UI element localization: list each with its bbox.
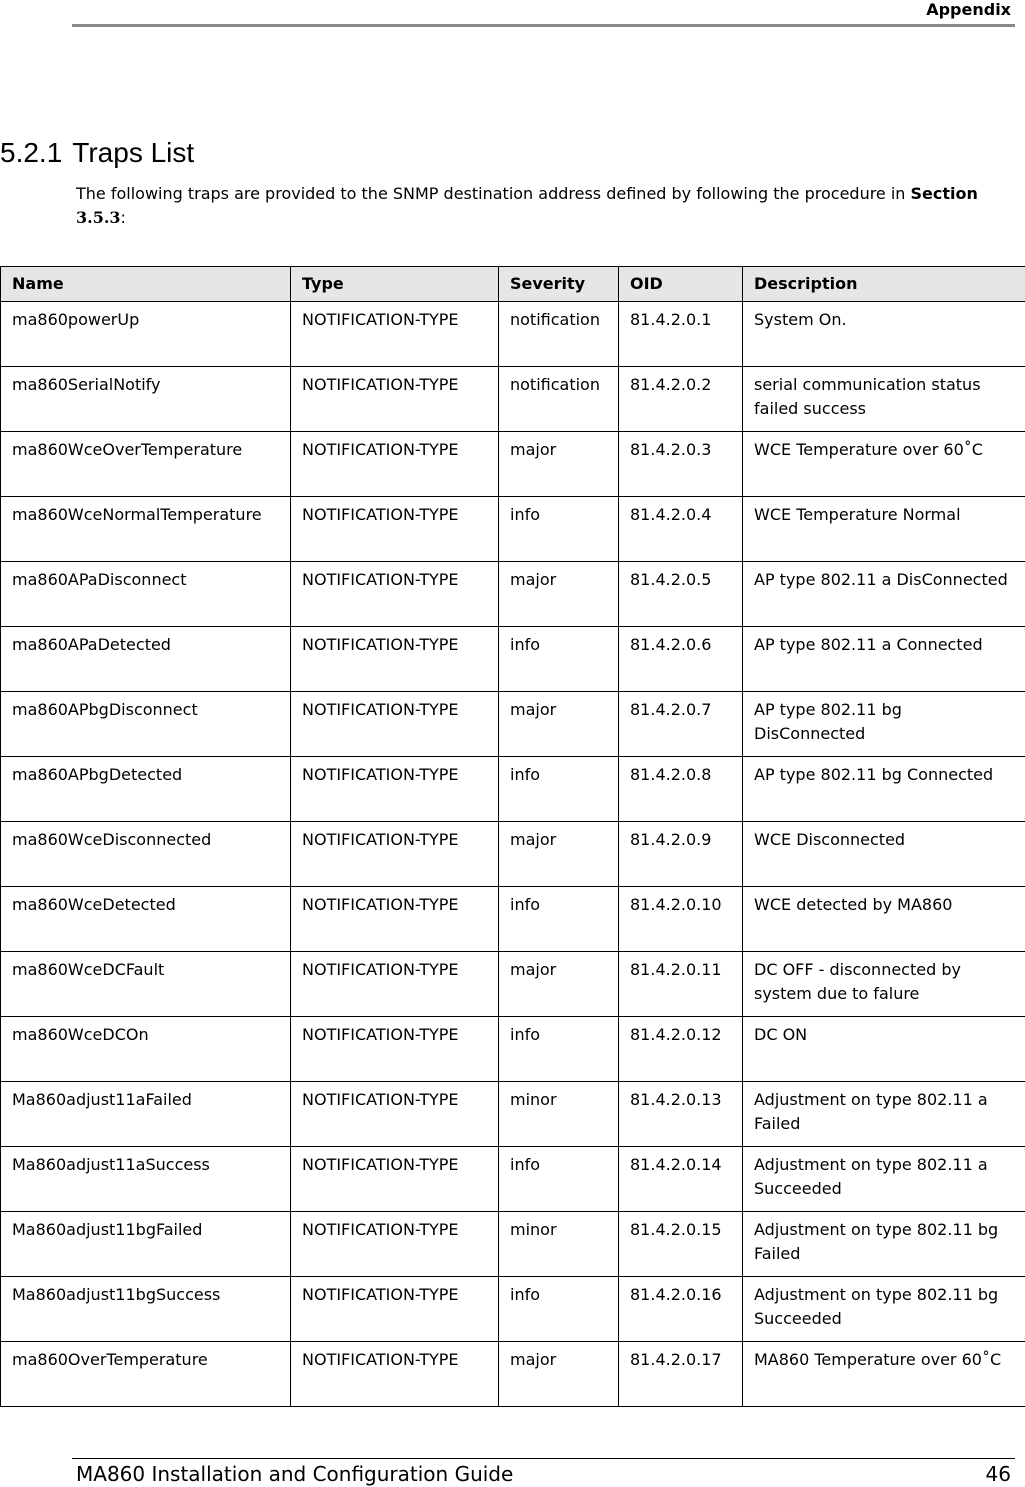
trap-oid-cell: 81.4.2.0.10 [619,887,743,952]
trap-name-cell: Ma860adjust11aFailed [1,1082,291,1147]
trap-severity-cell: info [499,757,619,822]
table-row [1,822,1025,887]
trap-severity-cell: info [499,1277,619,1342]
trap-severity-cell: major [499,562,619,627]
trap-severity-cell: major [499,822,619,887]
trap-name-cell: ma860WceNormalTemperature [1,497,291,562]
footer-guide-title: MA860 Installation and Configuration Guide [76,1462,514,1486]
trap-description-cell: System On. [743,302,1025,367]
trap-name-cell: Ma860adjust11bgSuccess [1,1277,291,1342]
table-row [1,367,1025,432]
running-header: Appendix [926,0,1011,19]
table-row [1,497,1025,562]
trap-name-cell: ma860WceDCOn [1,1017,291,1082]
trap-name-cell: ma860APbgDetected [1,757,291,822]
table-row [1,432,1025,497]
trap-oid-cell: 81.4.2.0.6 [619,627,743,692]
header-rule [72,24,1015,27]
trap-description-cell: serial communication status failed success [743,367,1025,432]
trap-description-cell: AP type 802.11 bg Connected [743,757,1025,822]
trap-description-cell: Adjustment on type 802.11 a Succeeded [743,1147,1025,1212]
trap-name-cell: ma860WceDCFault [1,952,291,1017]
trap-type-cell: NOTIFICATION-TYPE [291,1147,499,1212]
trap-type-cell: NOTIFICATION-TYPE [291,497,499,562]
trap-severity-cell: major [499,432,619,497]
trap-oid-cell: 81.4.2.0.7 [619,692,743,757]
trap-description-cell: Adjustment on type 802.11 a Failed [743,1082,1025,1147]
traps-table [0,266,1025,1407]
table-row [1,1212,1025,1277]
trap-type-cell: NOTIFICATION-TYPE [291,822,499,887]
trap-type-cell: NOTIFICATION-TYPE [291,1212,499,1277]
trap-type-cell: NOTIFICATION-TYPE [291,1342,499,1407]
trap-name-cell: ma860APaDisconnect [1,562,291,627]
section-title: Traps List [72,137,195,168]
trap-name-cell: ma860OverTemperature [1,1342,291,1407]
trap-severity-cell: major [499,952,619,1017]
trap-oid-cell: 81.4.2.0.2 [619,367,743,432]
trap-type-cell: NOTIFICATION-TYPE [291,952,499,1017]
trap-name-cell: Ma860adjust11aSuccess [1,1147,291,1212]
trap-oid-cell: 81.4.2.0.9 [619,822,743,887]
trap-name-cell: ma860SerialNotify [1,367,291,432]
table-row [1,692,1025,757]
trap-oid-cell: 81.4.2.0.15 [619,1212,743,1277]
trap-type-cell: NOTIFICATION-TYPE [291,1017,499,1082]
table-header-row [1,267,1025,302]
trap-severity-cell: info [499,497,619,562]
table-row [1,887,1025,952]
column-header-description: Description [743,267,1025,302]
table-row [1,1342,1025,1407]
trap-name-cell: ma860WceDisconnected [1,822,291,887]
trap-type-cell: NOTIFICATION-TYPE [291,562,499,627]
trap-description-cell: WCE Temperature over 60˚C [743,432,1025,497]
trap-severity-cell: minor [499,1082,619,1147]
trap-type-cell: NOTIFICATION-TYPE [291,627,499,692]
column-header-severity: Severity [499,267,619,302]
footer-rule [72,1458,1015,1459]
table-row [1,302,1025,367]
trap-description-cell: MA860 Temperature over 60˚C [743,1342,1025,1407]
trap-severity-cell: notification [499,302,619,367]
table-row [1,757,1025,822]
column-header-type: Type [291,267,499,302]
trap-name-cell: Ma860adjust11bgFailed [1,1212,291,1277]
page-number: 46 [985,1462,1011,1486]
trap-oid-cell: 81.4.2.0.12 [619,1017,743,1082]
trap-name-cell: ma860powerUp [1,302,291,367]
table-row [1,1147,1025,1212]
trap-severity-cell: info [499,887,619,952]
trap-type-cell: NOTIFICATION-TYPE [291,302,499,367]
intro-text: The following traps are provided to the SNMP destination address defined by following the procedure in [76,184,911,203]
section-number: 5.2.1 [0,137,63,168]
table-row [1,952,1025,1017]
trap-severity-cell: notification [499,367,619,432]
trap-description-cell: WCE Disconnected [743,822,1025,887]
trap-description-cell: WCE Temperature Normal [743,497,1025,562]
trap-type-cell: NOTIFICATION-TYPE [291,1277,499,1342]
trap-name-cell: ma860WceOverTemperature [1,432,291,497]
column-header-name: Name [1,267,291,302]
trap-oid-cell: 81.4.2.0.13 [619,1082,743,1147]
section-ref-number: 3.5.3 [76,208,121,227]
trap-severity-cell: info [499,1017,619,1082]
table-row [1,562,1025,627]
section-heading [0,137,194,169]
intro-end: : [120,208,126,227]
trap-oid-cell: 81.4.2.0.3 [619,432,743,497]
trap-severity-cell: info [499,1147,619,1212]
trap-type-cell: NOTIFICATION-TYPE [291,757,499,822]
trap-oid-cell: 81.4.2.0.17 [619,1342,743,1407]
trap-oid-cell: 81.4.2.0.14 [619,1147,743,1212]
trap-description-cell: Adjustment on type 802.11 bg Failed [743,1212,1025,1277]
trap-name-cell: ma860WceDetected [1,887,291,952]
trap-oid-cell: 81.4.2.0.4 [619,497,743,562]
trap-severity-cell: minor [499,1212,619,1277]
trap-type-cell: NOTIFICATION-TYPE [291,432,499,497]
trap-description-cell: WCE detected by MA860 [743,887,1025,952]
trap-severity-cell: major [499,1342,619,1407]
trap-description-cell: AP type 802.11 a Connected [743,627,1025,692]
trap-name-cell: ma860APaDetected [1,627,291,692]
trap-severity-cell: major [499,692,619,757]
table-row [1,1017,1025,1082]
trap-description-cell: AP type 802.11 a DisConnected [743,562,1025,627]
trap-oid-cell: 81.4.2.0.5 [619,562,743,627]
table-row [1,1277,1025,1342]
trap-description-cell: AP type 802.11 bg DisConnected [743,692,1025,757]
trap-oid-cell: 81.4.2.0.8 [619,757,743,822]
trap-oid-cell: 81.4.2.0.1 [619,302,743,367]
trap-oid-cell: 81.4.2.0.16 [619,1277,743,1342]
table-row [1,627,1025,692]
trap-type-cell: NOTIFICATION-TYPE [291,692,499,757]
trap-description-cell: DC OFF - disconnected by system due to falure [743,952,1025,1017]
intro-paragraph [76,182,1016,230]
trap-oid-cell: 81.4.2.0.11 [619,952,743,1017]
table-row [1,1082,1025,1147]
trap-type-cell: NOTIFICATION-TYPE [291,887,499,952]
trap-severity-cell: info [499,627,619,692]
trap-type-cell: NOTIFICATION-TYPE [291,1082,499,1147]
trap-type-cell: NOTIFICATION-TYPE [291,367,499,432]
column-header-oid: OID [619,267,743,302]
trap-name-cell: ma860APbgDisconnect [1,692,291,757]
table-body [1,302,1025,1407]
trap-description-cell: Adjustment on type 802.11 bg Succeeded [743,1277,1025,1342]
section-ref-label: Section [910,184,978,203]
trap-description-cell: DC ON [743,1017,1025,1082]
